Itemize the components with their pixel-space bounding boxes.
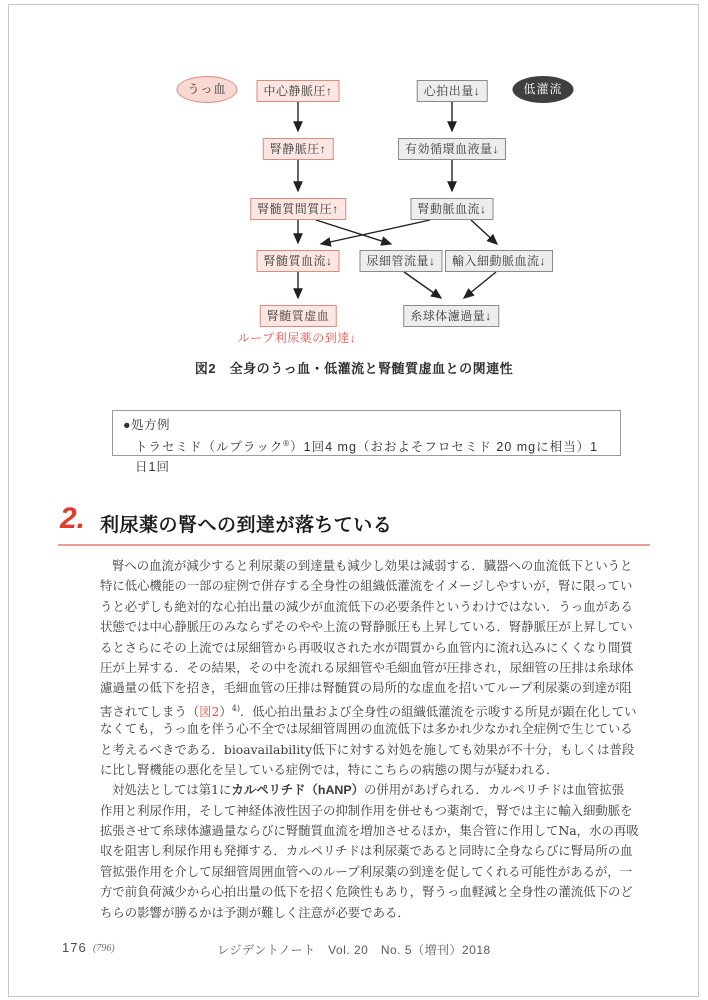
node-tubular-flow: 尿細管流量↓	[359, 250, 442, 272]
body-line	[100, 760, 623, 780]
node-gfr: 糸球体濾過量↓	[403, 305, 499, 327]
body-line	[100, 719, 633, 739]
text-segment: 拡張させて糸球体濾過量ならびに腎髄質血流を増加させるほか，集合管に作用してNa，水の再吸	[100, 823, 639, 839]
text-segment: るとさらにその上流では尿細管から再吸収された水が間質から血管内に流れ込みにくくなり間質	[100, 639, 633, 655]
section-title: 利尿薬の腎への到達が落ちている	[100, 515, 393, 536]
text-segment: 管拡張作用を介して尿細管周囲血管へのループ利尿薬の到達を促してくれる可能性があるが，一	[100, 863, 633, 879]
node-renal-artery-flow: 腎動脈血流↓	[410, 198, 493, 220]
body-line	[100, 556, 633, 576]
prescription-header: ●処方例	[123, 418, 171, 432]
node-medullary-interstitial-pressure: 腎髄質間質圧↑	[250, 198, 346, 220]
low-perfusion-label: 低灌流	[523, 82, 563, 96]
text-segment: 状態では中心静脈圧のみならずそのやや上流の腎静脈圧も上昇している．腎静脈圧が上昇してい	[100, 619, 633, 635]
body-line	[100, 740, 635, 760]
congestion-ellipse	[176, 76, 237, 103]
text-segment: と考えるべきである．bioavailability低下に対する対処を施しても効果が不十分，もしくは普段	[100, 741, 635, 757]
text-segment: ）	[219, 703, 232, 719]
loop-diuretic-note: ループ利尿薬の到達↓	[237, 331, 357, 345]
text-segment: 作用と利尿作用，そして神経体液性因子の抑制作用を併せもつ薬剤で，腎では主に輸入細動脈を	[100, 802, 633, 818]
text-segment: 図2	[199, 703, 220, 719]
text-segment: うと必ずしも絶対的な心拍出量の減少が血流低下の必要条件というわけではない．うっ血がある	[100, 598, 633, 614]
journal-title: レジデントノート Vol. 20 No. 5（増刊）2018	[217, 943, 491, 957]
node-central-venous-pressure: 中心静脈圧↑	[256, 80, 339, 102]
text-segment: 腎への血流が減少すると利尿薬の到達量も減少し効果は減弱する．臓器への血流低下というと	[112, 558, 633, 573]
body-line	[100, 617, 633, 637]
text-segment: 方で前負荷減少から心拍出量の低下を招く危険性もあり，腎うっ血軽減と全身性の灌流低下のど	[100, 884, 633, 900]
text-segment: 圧が上昇する．その結果，その中を流れる尿細管や毛細血管が圧排され，尿細管の圧排は糸球体	[100, 659, 634, 675]
text-segment: ちらの影響が勝るかは予測が難しく注意が必要である．	[100, 904, 410, 920]
body-line	[100, 597, 633, 617]
section-number: 2.	[60, 502, 86, 535]
low-perfusion-ellipse	[512, 76, 573, 103]
text-segment: ．低心拍出量および全身性の組織低灌流を示唆する所見が顕在化してい	[240, 703, 637, 719]
body-line	[100, 699, 637, 719]
text-segment: なくても，うっ血を伴う心不全では尿細管周囲の血流低下は多かれ少なかれ全症例で生じている	[100, 721, 633, 737]
body-line	[100, 841, 633, 861]
text-segment: 収を阻害し利尿作用も発揮する．カルペリチドは利尿薬であると同時に全身ならびに腎局所の血	[100, 843, 633, 859]
body-line	[100, 801, 633, 821]
node-cardiac-output: 心拍出量↓	[417, 80, 488, 102]
flowchart-arrows	[0, 0, 708, 360]
body-line	[100, 903, 623, 923]
section-rule	[58, 544, 650, 546]
congestion-label: うっ血	[187, 82, 227, 96]
text-segment: 害されてしまう（	[100, 703, 200, 719]
text-segment: ®	[283, 439, 291, 448]
text-segment: 濾過量の低下を招き，毛細血管の圧排は腎髄質の局所的な虚血を招いてループ利尿薬の到達が阻	[100, 680, 632, 696]
body-text	[100, 556, 639, 923]
page-number: 176	[62, 940, 87, 955]
body-line	[100, 821, 639, 841]
text-segment: 対処法としては第1に	[112, 782, 232, 798]
body-line	[100, 780, 623, 800]
node-medullary-blood-flow: 腎髄質血流↓	[256, 250, 339, 272]
text-segment: の併用があげられる．カルペリチドは血管拡張	[364, 782, 624, 798]
body-line	[100, 638, 633, 658]
body-line	[100, 658, 634, 678]
text-segment: カルペリチド（hANP）	[231, 783, 365, 798]
node-effective-circulating-volume: 有効循環血液量↓	[398, 138, 506, 160]
figure-caption: 図2 全身のうっ血・低灌流と腎髄質虚血との関連性	[194, 361, 514, 376]
body-line	[100, 678, 632, 698]
node-medullary-ischemia: 腎髄質虚血	[260, 305, 337, 327]
prescription-line	[123, 434, 610, 477]
text-segment: ）1回4 mg（おおよそフロセミド 20 mgに相当）1日1回	[135, 440, 599, 475]
text-segment: トラセミド（ルプラック	[135, 440, 284, 455]
text-segment: 特に低心機能の一部の症例で併存する全身性の組織低灌流をイメージしやすいが，腎に限ってい	[100, 578, 633, 594]
figure-flowchart	[0, 0, 708, 360]
page-number-alt: (796)	[93, 943, 115, 954]
body-line	[100, 576, 633, 596]
page-footer	[0, 938, 708, 962]
text-segment: に比し腎機能の悪化を呈している症例では，特にこちらの病態の関与が疑われる．	[100, 761, 559, 777]
text-segment: 4)	[231, 703, 241, 713]
node-afferent-arteriole-flow: 輸入細動脈血流↓	[445, 250, 553, 272]
body-line	[100, 882, 633, 902]
body-line	[100, 862, 633, 882]
section-heading	[58, 500, 650, 546]
prescription-box	[112, 410, 621, 475]
node-renal-venous-pressure: 腎静脈圧↑	[263, 138, 334, 160]
